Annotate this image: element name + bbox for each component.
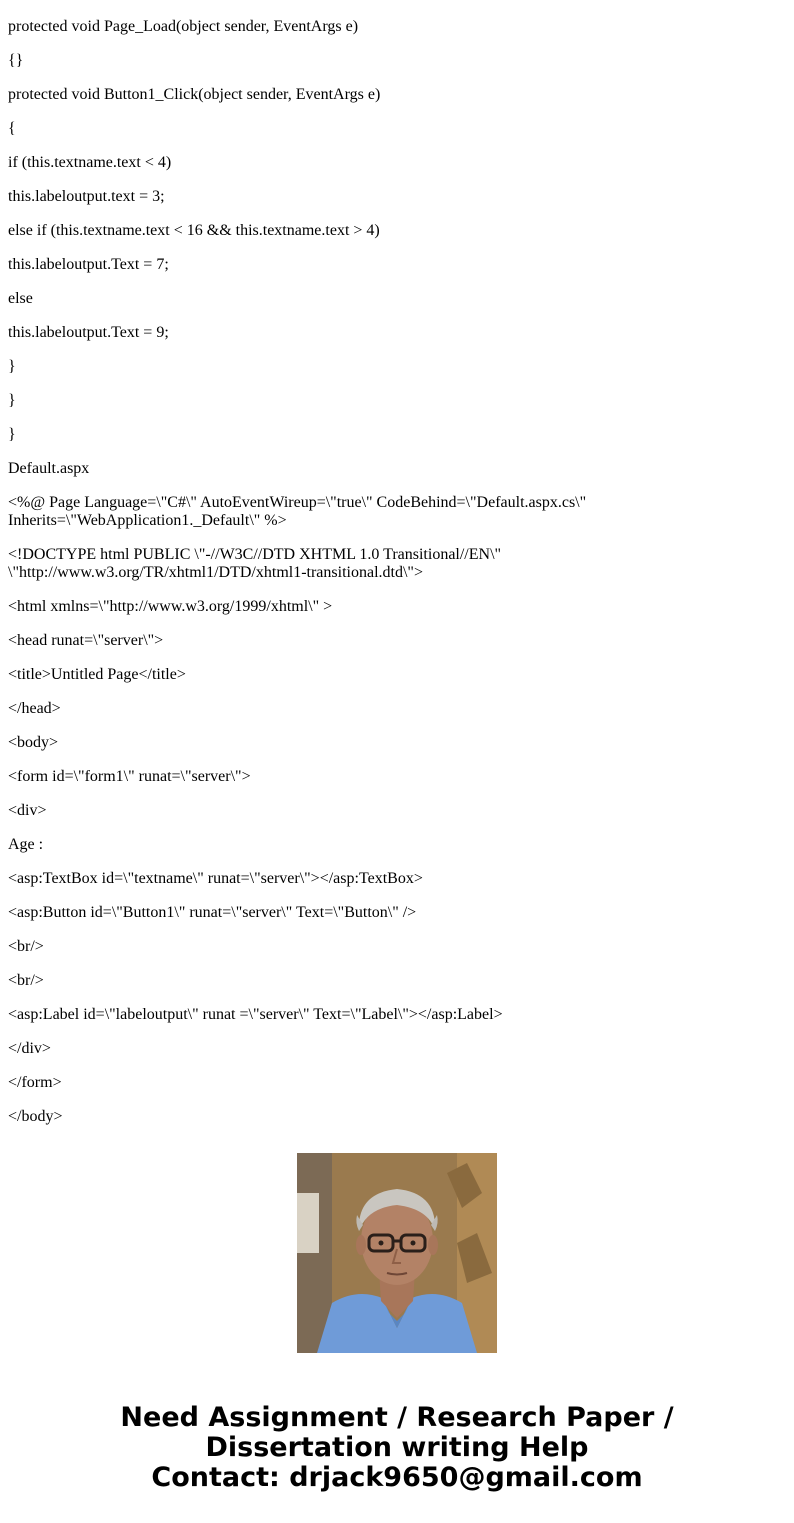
code-line: <asp:TextBox id=\"textname\" runat=\"server\"></asp:TextBox>	[8, 870, 423, 887]
code-line: <%@ Page Language=\"C#\" AutoEventWireup=\"true\" CodeBehind=\"Default.aspx.cs\" Inherits=\"WebApplication1._Default\" %>	[8, 494, 591, 529]
code-line: Age :	[8, 836, 44, 853]
code-line	[8, 0, 788, 2]
promo-banner	[0, 1403, 794, 1493]
code-line: <br/>	[8, 938, 44, 955]
code-line: }	[8, 392, 16, 409]
code-line: else	[8, 290, 33, 307]
code-line: <br/>	[8, 972, 44, 989]
code-line: </form>	[8, 1074, 62, 1091]
code-line: }	[8, 426, 16, 443]
code-line: <body>	[8, 734, 59, 751]
code-lines	[8, 0, 788, 1142]
code-line: else if (this.textname.text < 16 && this.textname.text > 4)	[8, 222, 380, 239]
code-line: protected void Page_Load(object sender, EventArgs e)	[8, 18, 359, 35]
code-line: </head>	[8, 700, 61, 717]
code-line: {	[8, 120, 16, 137]
code-line: Default.aspx	[8, 460, 90, 477]
code-line: {}	[8, 52, 24, 69]
promo-headline: Need Assignment / Research Paper / Dissertation writing Help	[120, 1402, 674, 1463]
code-line: <form id=\"form1\" runat=\"server\">	[8, 768, 251, 785]
promo-contact: Contact: drjack9650@gmail.com	[151, 1462, 643, 1493]
code-line: </div>	[8, 1040, 51, 1057]
code-line: if (this.textname.text < 4)	[8, 154, 172, 171]
code-line: <div>	[8, 802, 47, 819]
author-portrait-image	[297, 1153, 497, 1353]
code-line: this.labeloutput.Text = 9;	[8, 324, 169, 341]
code-line: <html xmlns=\"http://www.w3.org/1999/xhtml\" >	[8, 598, 333, 615]
code-line: <title>Untitled Page</title>	[8, 666, 186, 683]
code-line: this.labeloutput.text = 3;	[8, 188, 165, 205]
code-line: <asp:Label id=\"labeloutput\" runat =\"server\" Text=\"Label\"></asp:Label>	[8, 1006, 503, 1023]
code-line: <!DOCTYPE html PUBLIC \"-//W3C//DTD XHTML 1.0 Transitional//EN\" \"http://www.w3.org/TR/xhtml1/DTD/xhtml1-transitional.dtd\">	[8, 546, 506, 581]
code-line: protected void Button1_Click(object sender, EventArgs e)	[8, 86, 381, 103]
code-line: <asp:Button id=\"Button1\" runat=\"server\" Text=\"Button\" />	[8, 904, 417, 921]
code-line: <head runat=\"server\">	[8, 632, 164, 649]
author-avatar	[297, 1153, 497, 1353]
code-line: this.labeloutput.Text = 7;	[8, 256, 169, 273]
code-line: }	[8, 358, 16, 375]
code-line: </body>	[8, 1108, 63, 1125]
